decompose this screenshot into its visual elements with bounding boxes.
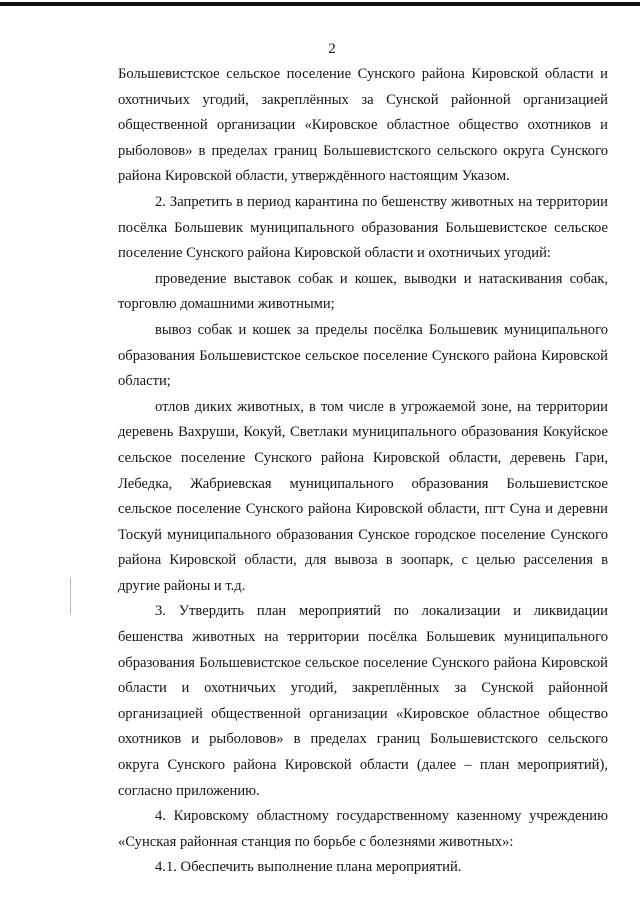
paragraph-continuation: Большевистское сельское поселение Сунского района Кировской области и охотничьих угодий, закреплённых за Сунской районной организацией общественной организации «Кировское областное общество охотников и рыболовов» в пределах границ Большевистского сельского округа Сунского района Кировской области, утверждённого настоящим Указом. [118,66,608,185]
paragraph-item-3: 3. Утвердить план мероприятий по локализации и ликвидации бешенства животных на территории посёлка Большевик муниципального образования Большевистское сельское поселение Сунского района Кировской области и охотничьих угодий, закреплённых за Сунской районной организацией общественной организации «Кировское областное общество охотников и рыболовов» в пределах границ Большевистского сельского округа Сунского района Кировской области (далее – план мероприятий), согласно приложению. [118,603,608,799]
paragraph-subitem-export: вывоз собак и кошек за пределы посёлка Большевик муниципального образования Большевистское сельское поселение Сунского района Кировской области; [118,321,608,390]
document-body [118,62,608,881]
paragraph-subitem-capture: отлов диких животных, в том числе в угрожаемой зоне, на территории деревень Вахруши, Кокуй, Светлаки муниципального образования Кокуйское сельское поселение Сунского района Кировской области, деревень Гари, Лебедка, Жабриевская муниципального образования Большевистское сельское поселение Сунского района Кировской области, пгт Суна и деревни Тоскуй муниципального образования Сунское городское поселение Сунского района Кировской области, для вывоза в зоопарк, с целью расселения в другие районы и т.д. [118,398,608,594]
page-number: 2 [328,41,336,57]
paragraph-item-2: 2. Запретить в период карантина по бешенству животных на территории посёлка Большевик муниципального образования Большевистское сельское поселение Сунского района Кировской области и охотничьих угодий: [118,193,608,262]
paragraph-item-4: 4. Кировскому областному государственному казенному учреждению «Сунская районная станция по борьбе с болезнями животных»: [118,808,608,850]
scan-margin-mark [70,578,71,614]
paragraph-subitem-exhibitions: проведение выставок собак и кошек, выводки и натаскивания собак, торговлю домашними животными; [118,270,608,313]
paragraph-item-4-1: 4.1. Обеспечить выполнение плана мероприятий. [155,859,462,876]
top-border-line [0,2,640,6]
